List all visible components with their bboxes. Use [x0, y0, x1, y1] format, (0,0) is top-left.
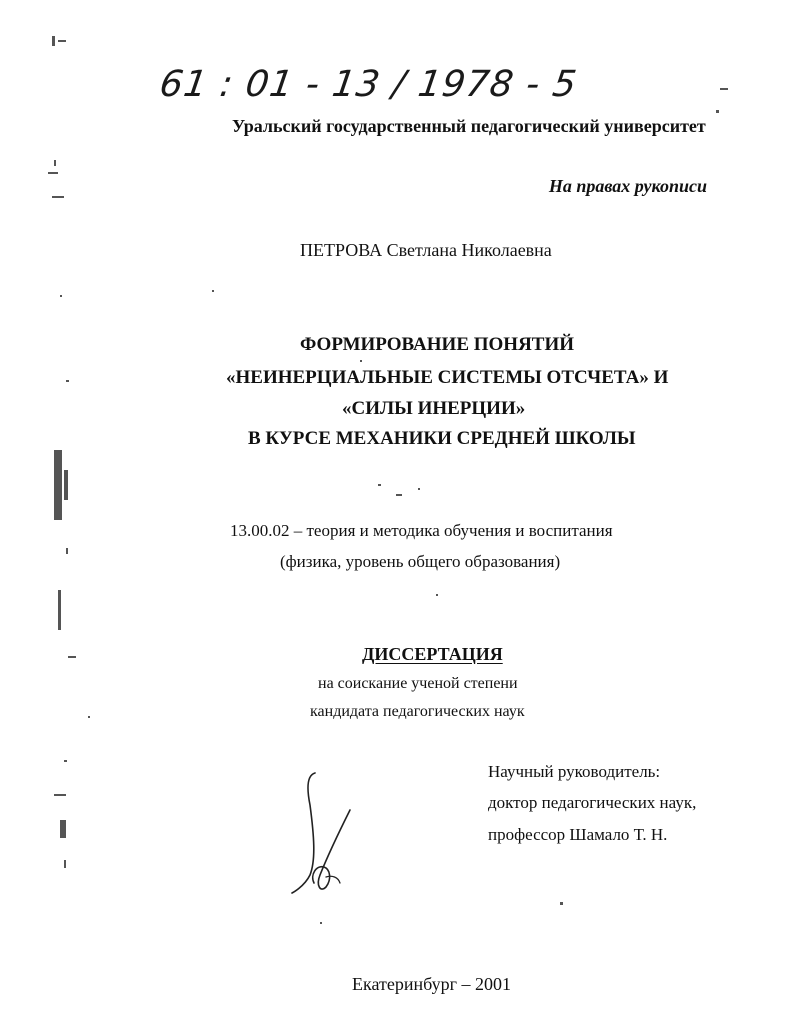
supervisor-name: профессор Шамало Т. Н.: [488, 825, 668, 844]
author-name: ПЕТРОВА Светлана Николаевна: [300, 240, 552, 260]
handwritten-signature: [270, 765, 380, 905]
specialty-detail-line: (физика, уровень общего образования): [280, 552, 561, 571]
title-line-1: ФОРМИРОВАНИЕ ПОНЯТИЙ: [300, 334, 575, 355]
supervisor-degree: доктор педагогических наук,: [488, 793, 697, 812]
title-line-4: В КУРСЕ МЕХАНИКИ СРЕДНЕЙ ШКОЛЫ: [248, 428, 636, 449]
university-name: Уральский государственный педагогический университет: [232, 116, 706, 136]
supervisor-label: Научный руководитель:: [488, 762, 661, 781]
specialty-code-line: 13.00.02 – теория и методика обучения и воспитания: [230, 521, 613, 540]
title-line-3: «СИЛЫ ИНЕРЦИИ»: [342, 398, 526, 419]
degree-line-2: кандидата педагогических наук: [310, 703, 525, 720]
handwritten-catalog-number: 61 : 01 - 13 / 1978 - 5: [157, 64, 580, 105]
city-year: Екатеринбург – 2001: [352, 974, 511, 994]
work-type-heading: ДИССЕРТАЦИЯ: [362, 644, 503, 664]
degree-line-1: на соискание ученой степени: [318, 675, 518, 692]
rights-note: На правах рукописи: [548, 176, 707, 196]
title-line-2: «НЕИНЕРЦИАЛЬНЫЕ СИСТЕМЫ ОТСЧЕТА» И: [226, 367, 669, 388]
